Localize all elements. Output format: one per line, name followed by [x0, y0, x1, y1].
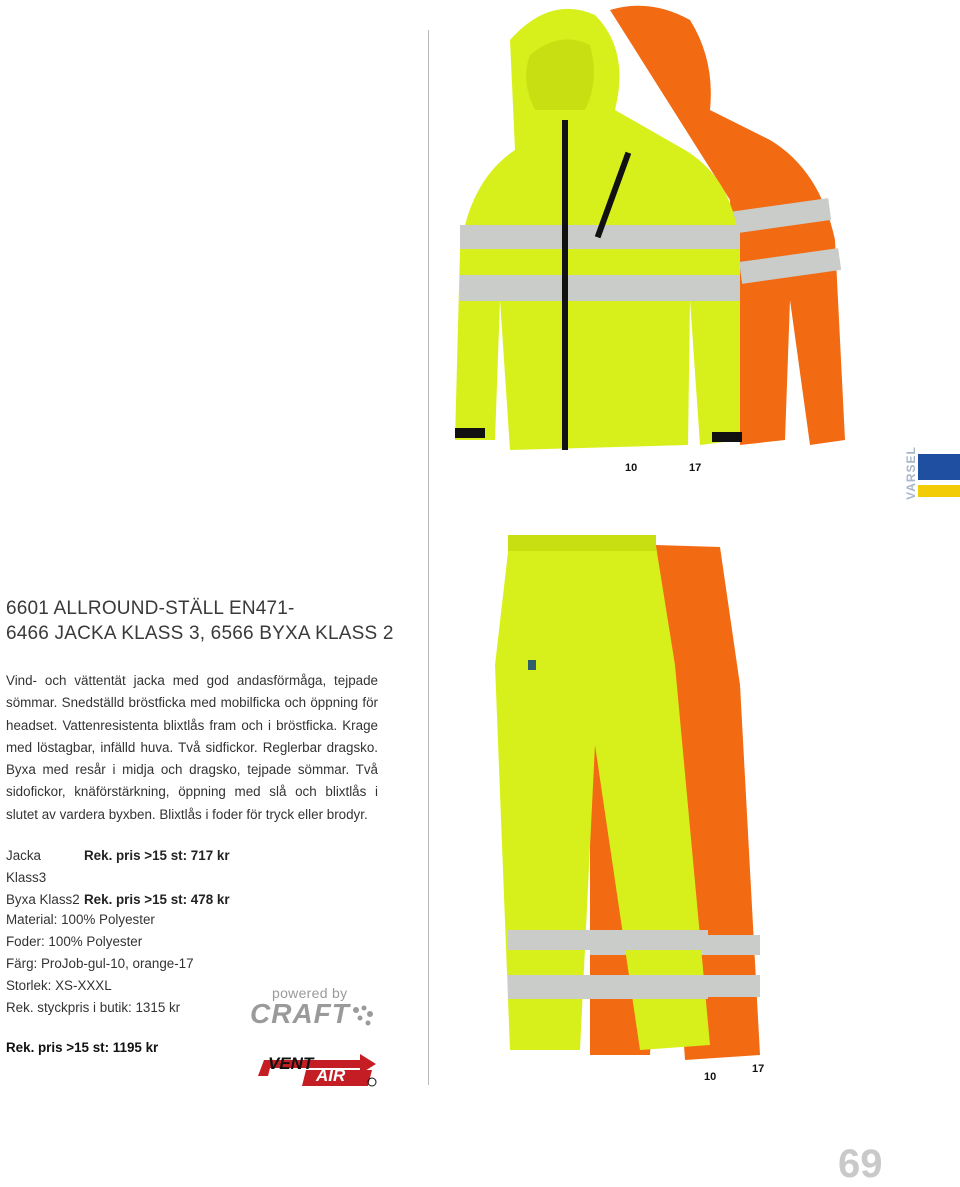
flag-blue-band: [918, 454, 960, 480]
product-title: [6, 596, 406, 646]
jacket-yellow-code: 10: [625, 462, 638, 474]
pants-orange-code: 17: [752, 1063, 765, 1075]
craft-logo: CRAFT: [250, 998, 350, 1029]
price-row-jacket: [6, 845, 230, 889]
price-label: Byxa Klass2: [6, 892, 80, 907]
price-value: Rek. pris >15 st: 478 kr: [84, 892, 230, 907]
spec-foder: Foder: 100% Polyester: [6, 934, 143, 949]
vent-logo-text: VENT: [268, 1054, 314, 1073]
product-description: Vind- och vättentät jacka med god andasförmåga, tejpade sömmar. Snedställd bröstficka med mobilficka och öppning för headset. Vattenresistenta blixtlås fram och i bröstficka. Krage med löstagbar, infälld huva. Två sidfickor. Reglerbar dragsko. Byxa med resår i midja och dragsko, tejpade sömmar. Två sidofickor, knäförstärkning, öppning med slå och blixtlås i slutet av vardera byxben. Blixtlås i foder för tryck eller brodyr.: [6, 673, 378, 822]
section-label-text: VARSEL: [903, 446, 918, 500]
flag-yellow-band: [918, 485, 960, 497]
spec-material: Material: 100% Polyester: [6, 912, 155, 927]
jacket-image: [440, 0, 860, 460]
spec-butik-price: Rek. styckpris i butik: 1315 kr: [6, 1000, 181, 1015]
powered-by-text: powered by: [272, 985, 348, 1001]
spec-farg: Färg: ProJob-gul-10, orange-17: [6, 956, 194, 971]
vertical-divider: [428, 30, 429, 1085]
craft-dots-icon: [352, 1004, 376, 1028]
price-table: [6, 845, 230, 911]
spec-storlek: Storlek: XS-XXXL: [6, 978, 112, 993]
price-row-pants: [6, 889, 230, 911]
bulk-price: Rek. pris >15 st: 1195 kr: [6, 1040, 159, 1055]
product-specs: [6, 909, 194, 1019]
page-number: 69: [838, 1142, 883, 1186]
pants-yellow-code: 10: [704, 1071, 717, 1083]
price-value: Rek. pris >15 st: 717 kr: [84, 848, 230, 863]
jacket-orange-code: 17: [689, 462, 702, 474]
air-logo-text: AIR: [316, 1066, 346, 1085]
product-title-line1: 6601 ALLROUND-STÄLL EN471-: [6, 598, 295, 619]
price-label: Jacka Klass3: [6, 848, 47, 885]
section-label: [896, 448, 916, 500]
product-title-line2: 6466 JACKA KLASS 3, 6566 BYXA KLASS 2: [6, 623, 394, 644]
pants-image: [480, 535, 780, 1075]
